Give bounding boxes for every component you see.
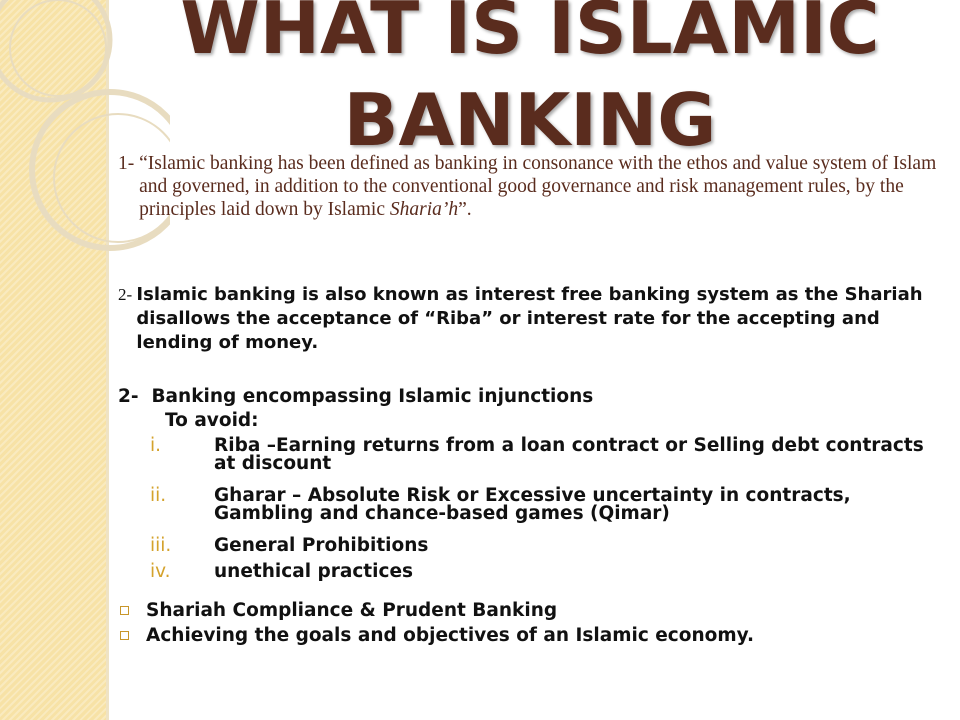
list-item-text: Gharar – Absolute Risk or Excessive uncertainty in contracts, Gambling and chance-based games (Qimar) [214, 485, 851, 524]
list-item-text: Riba –Earning returns from a loan contract or Selling debt contracts at discount [214, 435, 924, 474]
square-bullet-icon [120, 631, 129, 640]
title-line-2: BANKING [343, 78, 717, 162]
list-item [150, 487, 940, 523]
to-avoid-label: To avoid: [165, 410, 259, 431]
paragraph-number: 2- [118, 285, 137, 304]
list-item-text: Shariah Compliance & Prudent Banking [146, 600, 558, 621]
list-item [120, 598, 754, 623]
definition-paragraph [118, 152, 948, 221]
interest-free-paragraph [118, 283, 948, 355]
interest-free-text: Islamic banking is also known as interest free banking system as the Shariah disallows the acceptance of “Riba” or interest rate for the accepting and lending of money. [136, 284, 923, 353]
definition-text-main: “Islamic banking has been defined as banking in consonance with the ethos and value system of Islam and governed, in addition to the conventional good governance and risk management rules, by the principles laid down by Islamic [139, 153, 937, 220]
prohibitions-list [150, 437, 940, 581]
injunctions-heading [118, 385, 948, 409]
list-item-text: General Prohibitions [214, 535, 429, 556]
roman-numeral: i. [150, 435, 162, 456]
list-item-text: Achieving the goals and objectives of an Islamic economy. [146, 625, 755, 646]
list-item [150, 537, 940, 555]
definition-text-italic: Sharia’h [389, 199, 459, 220]
title-line-1: WHAT IS ISLAMIC [180, 0, 880, 70]
definition-text [139, 152, 948, 221]
goals-list [120, 598, 754, 648]
list-item [150, 437, 940, 473]
roman-numeral: iv. [150, 561, 171, 582]
injunctions-text: Banking encompassing Islamic injunctions [151, 386, 594, 407]
roman-numeral: ii. [150, 485, 167, 506]
paragraph-number: 2- [118, 386, 152, 407]
square-bullet-icon [120, 606, 129, 615]
list-item-text: unethical practices [214, 561, 414, 582]
slide-title [130, 0, 930, 166]
paragraph-number: 1- [118, 153, 140, 174]
roman-numeral: iii. [150, 535, 172, 556]
definition-text-end: ”. [458, 199, 472, 220]
list-item [120, 623, 754, 648]
list-item [150, 563, 940, 581]
